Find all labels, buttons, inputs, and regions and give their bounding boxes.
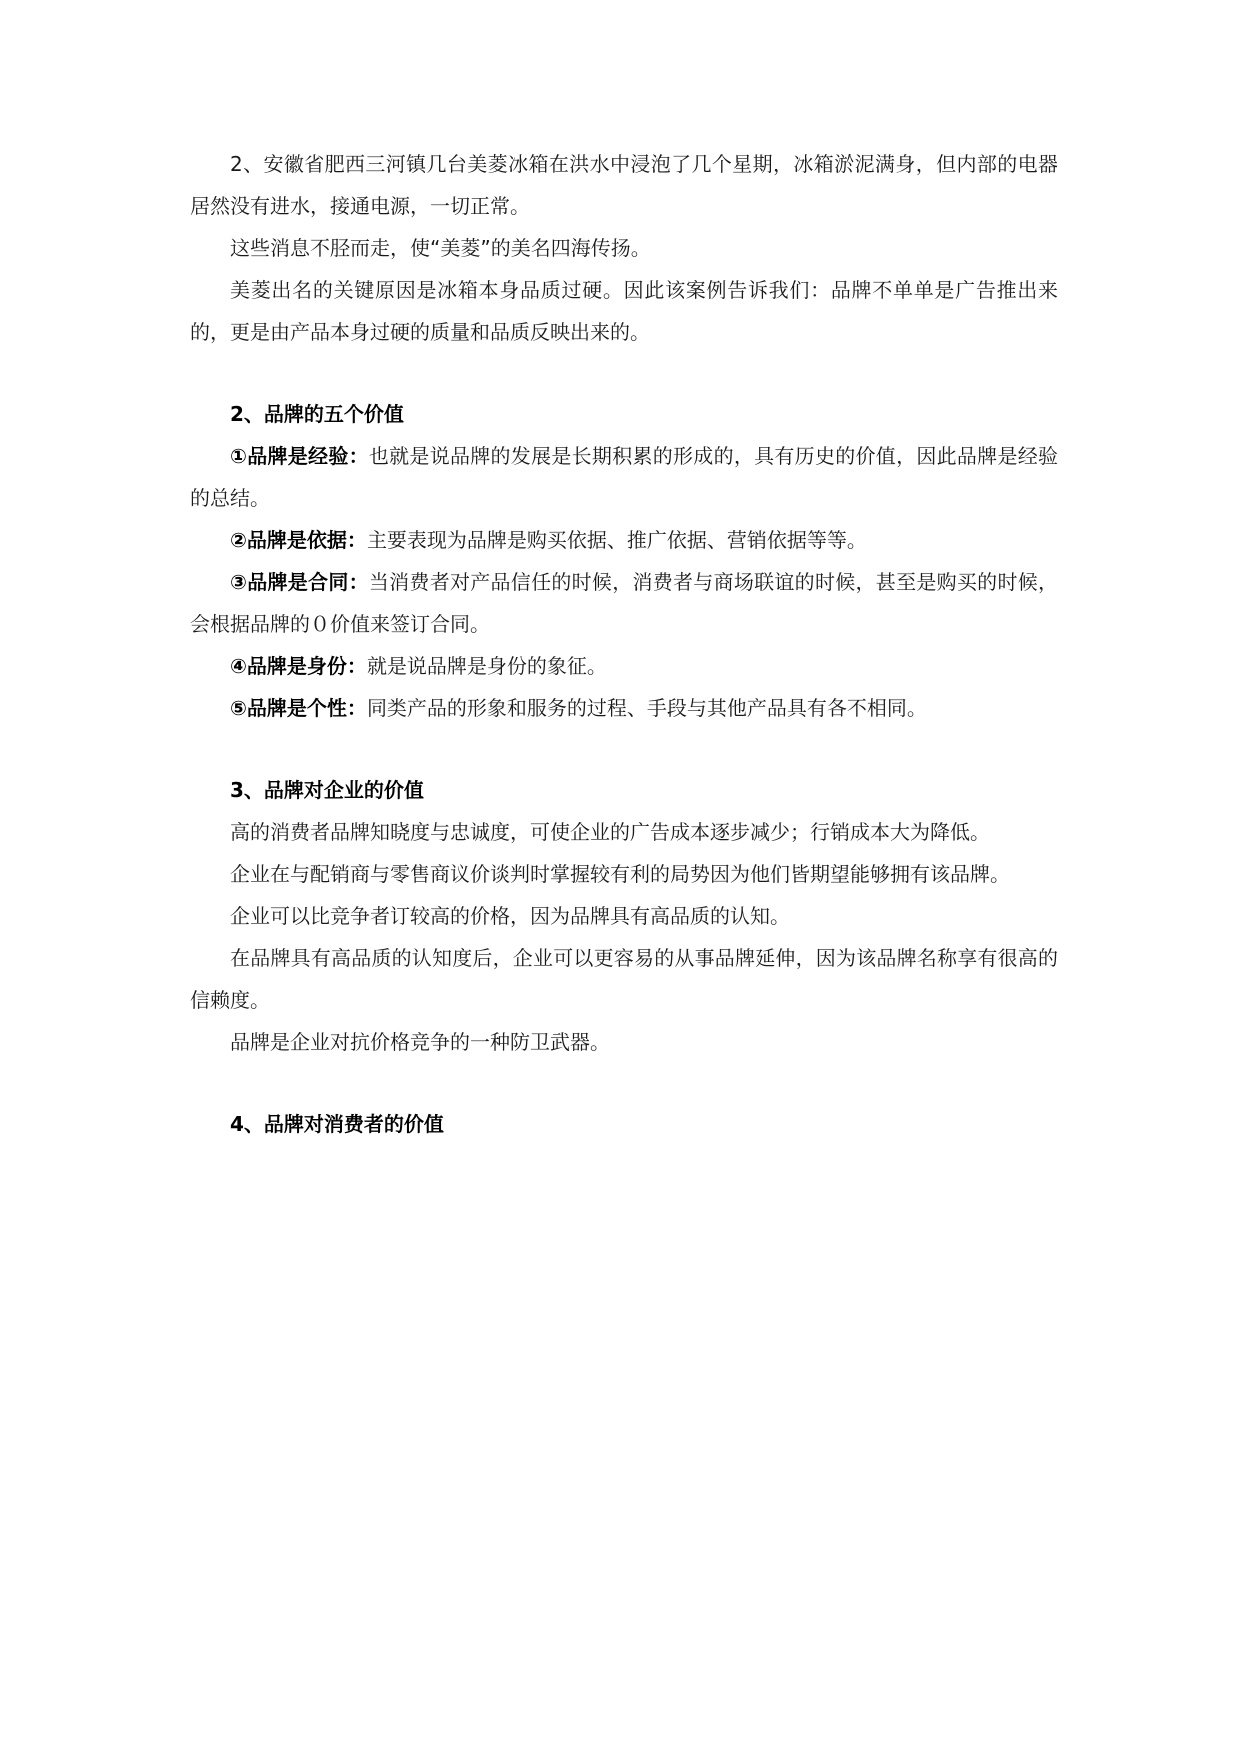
value-item-experience: [190, 435, 1058, 519]
value-label: ④品牌是身份：: [230, 654, 367, 678]
case-paragraph-flood: 2、安徽省肥西三河镇几台美菱冰箱在洪水中浸泡了几个星期，冰箱淤泥满身，但内部的电器居然没有进水，接通电源，一切正常。: [190, 152, 1058, 218]
enterprise-paragraph: 品牌是企业对抗价格竞争的一种防卫武器。: [230, 1030, 610, 1054]
section-gap: [190, 353, 1058, 393]
value-text: 主要表现为品牌是购买依据、推广依据、营销依据等等。: [366, 528, 867, 552]
value-text: 当消费者对产品信任的时候，消费者与商场联谊的时候，甚至是购买的时候，会根据品牌的０价值来签订合同。: [190, 570, 1059, 636]
case-paragraph-reputation: 这些消息不胫而走，使“美菱”的美名四海传扬。: [230, 236, 651, 260]
value-label: ③品牌是合同：: [230, 570, 369, 594]
value-item-contract: [190, 561, 1058, 645]
enterprise-paragraph: 企业可以比竞争者订较高的价格，因为品牌具有高品质的认知。: [230, 904, 790, 928]
value-item-basis: [190, 519, 1058, 561]
value-label: ②品牌是依据：: [230, 528, 367, 552]
section-gap: [190, 1063, 1058, 1103]
section-heading-enterprise-value: 3、品牌对企业的价值: [230, 778, 424, 802]
case-paragraph-conclusion: 美菱出名的关键原因是冰箱本身品质过硬。因此该案例告诉我们：品牌不单单是广告推出来的，更是由产品本身过硬的质量和品质反映出来的。: [190, 278, 1058, 344]
value-text: 就是说品牌是身份的象征。: [366, 654, 607, 678]
enterprise-paragraph: 企业在与配销商与零售商议价谈判时掌握较有利的局势因为他们皆期望能够拥有该品牌。: [230, 862, 1010, 886]
value-item-identity: [190, 645, 1058, 687]
document-body: [190, 143, 1058, 1145]
section-gap: [190, 729, 1058, 769]
section-heading-consumer-value: 4、品牌对消费者的价值: [230, 1112, 444, 1136]
value-text: 同类产品的形象和服务的过程、手段与其他产品具有各不相同。: [366, 696, 927, 720]
value-text: 也就是说品牌的发展是长期积累的形成的，具有历史的价值，因此品牌是经验的总结。: [190, 444, 1059, 510]
value-label: ①品牌是经验：: [230, 444, 369, 468]
value-label: ⑤品牌是个性：: [230, 696, 367, 720]
enterprise-paragraph: 在品牌具有高品质的认知度后，企业可以更容易的从事品牌延伸，因为该品牌名称享有很高的信赖度。: [190, 946, 1058, 1012]
enterprise-paragraph: 高的消费者品牌知晓度与忠诚度，可使企业的广告成本逐步减少；行销成本大为降低。: [230, 820, 990, 844]
value-item-personality: [190, 687, 1058, 729]
section-heading-five-values: 2、品牌的五个价值: [230, 402, 404, 426]
